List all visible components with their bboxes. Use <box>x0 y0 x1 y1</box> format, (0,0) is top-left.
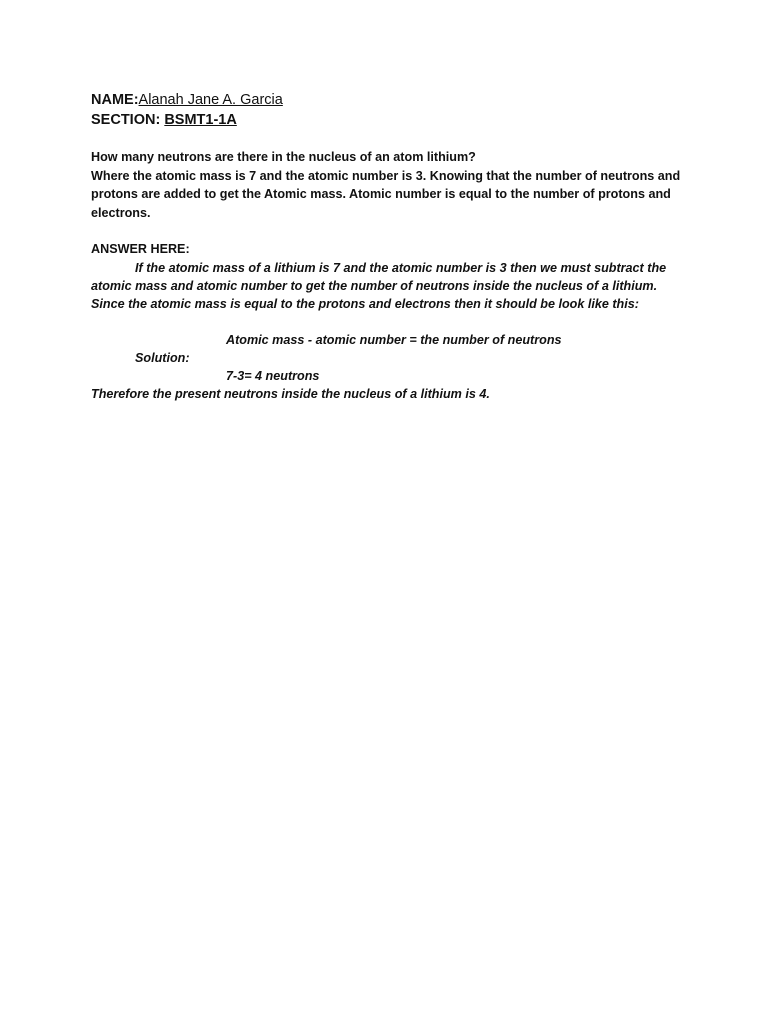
section-line <box>91 110 681 130</box>
formula-line: Atomic mass - atomic number = the number of neutrons <box>226 332 562 347</box>
question-text: How many neutrons are there in the nucleus of an atom lithium? <box>91 150 476 164</box>
name-value: Alanah Jane A. Garcia <box>138 92 283 108</box>
question-context: Where the atomic mass is 7 and the atomic number is 3. Knowing that the number of neutrons and protons are added to get the Atomic mass. Atomic number is equal to the number of protons and electrons. <box>91 168 681 220</box>
answer-label: ANSWER HERE: <box>91 242 190 256</box>
document-content <box>91 90 681 403</box>
name-label: NAME: <box>91 92 139 108</box>
section-value: BSMT1-1A <box>164 112 237 128</box>
name-line <box>91 90 681 110</box>
answer-paragraph: If the atomic mass of a lithium is 7 and the atomic number is 3 then we must subtract the atomic mass and atomic number to get the number of neutrons inside the nucleus of a lithium. Since the atomic mass is equal to the protons and electrons then it should be look like this: <box>91 260 667 311</box>
question-block <box>91 148 681 222</box>
solution-label: Solution: <box>135 350 190 365</box>
conclusion-text: Therefore the present neutrons inside the nucleus of a lithium is 4. <box>91 386 490 401</box>
section-label: SECTION: <box>91 112 165 128</box>
solution-value: 7-3= 4 neutrons <box>226 368 320 383</box>
